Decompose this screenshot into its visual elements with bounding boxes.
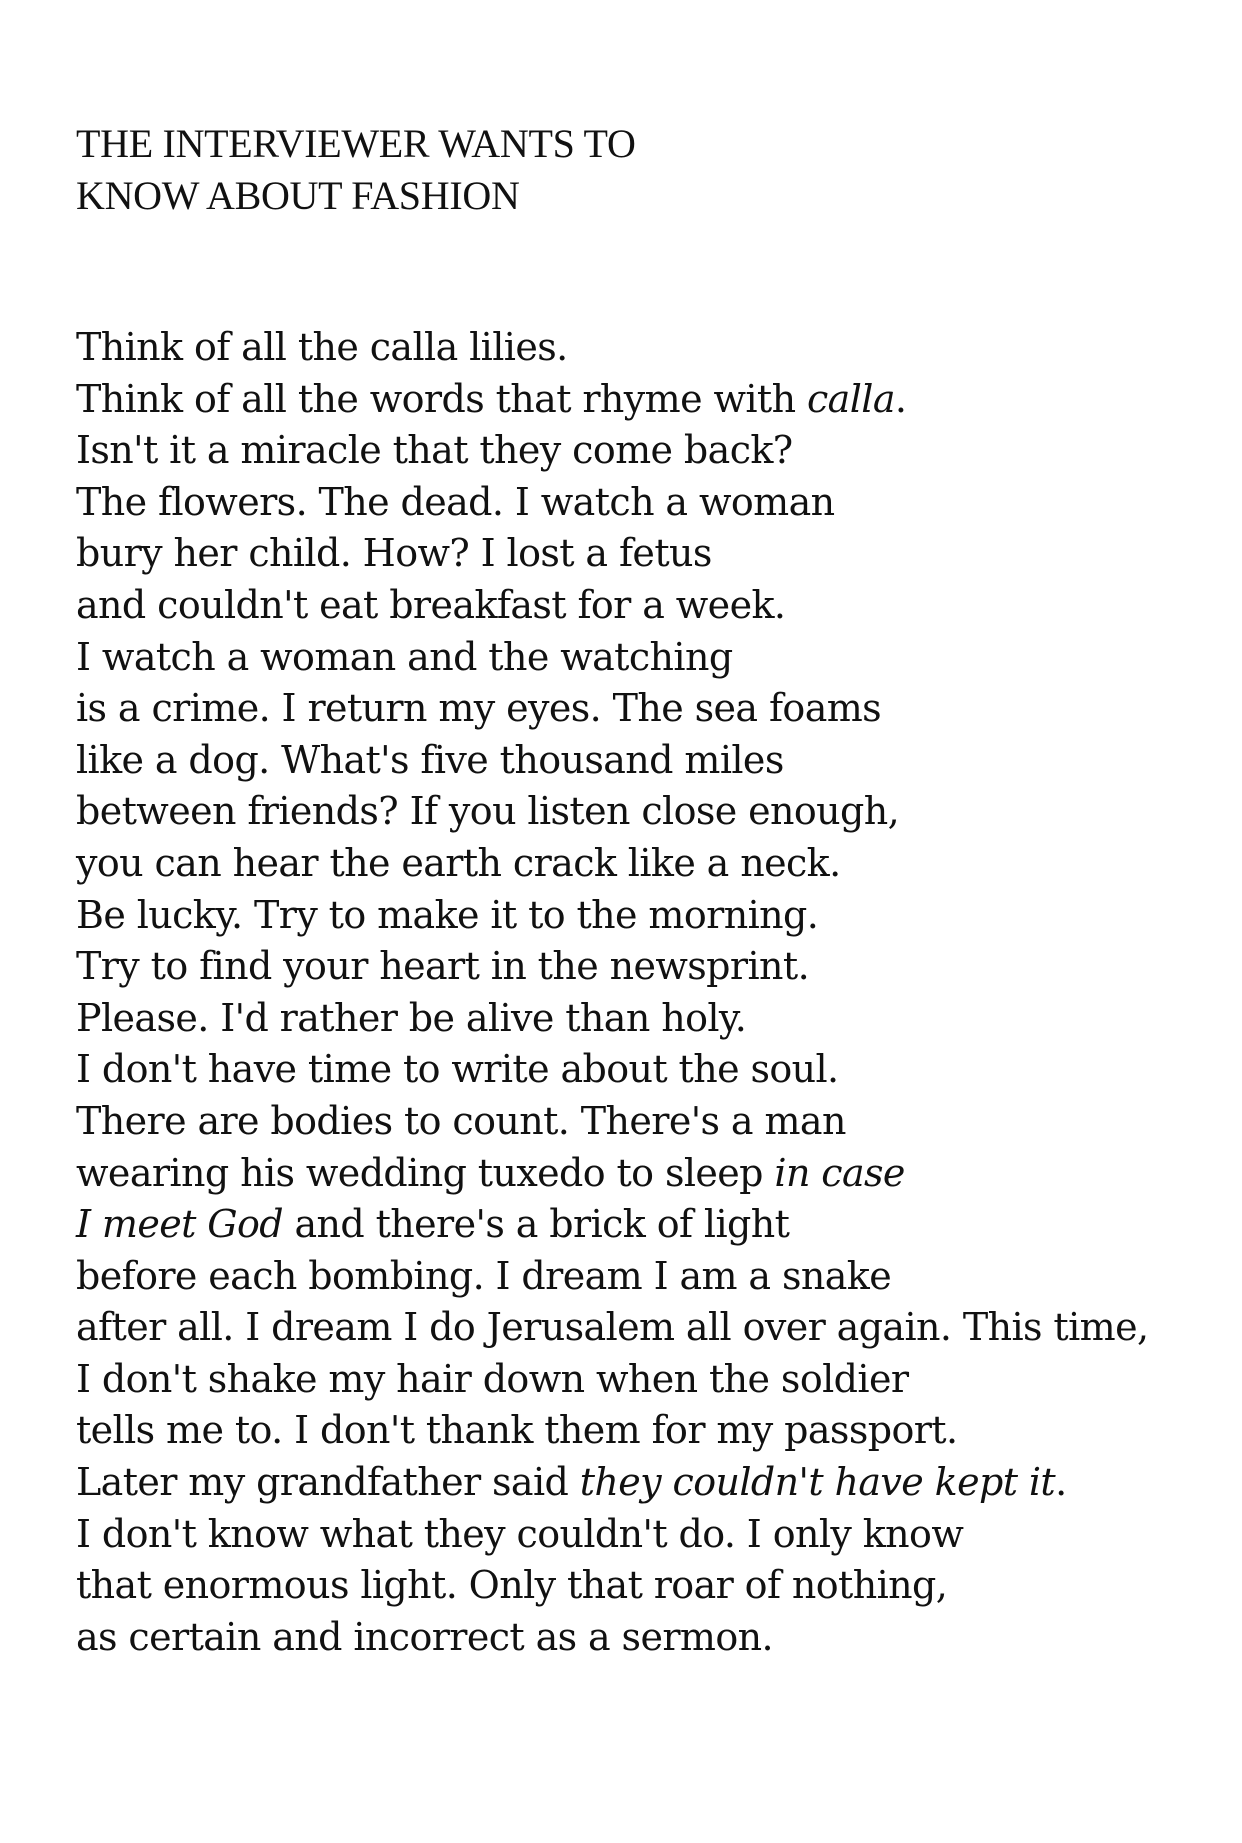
- poem-line: I don't know what they couldn't do. I only know: [76, 1511, 964, 1556]
- poem-line: Think of all the calla lilies.: [76, 325, 568, 369]
- poem-line-text: and there's a brick of light: [283, 1202, 790, 1247]
- poem-line-text: Later my grandfather said: [76, 1460, 580, 1505]
- poem-line: [76, 1148, 1148, 1200]
- poem-line-italic: they couldn't have kept it: [579, 1460, 1056, 1505]
- poem-line: tells me to. I don't thank them for my passport.: [76, 1408, 958, 1453]
- poem-line: Be lucky. Try to make it to the morning.: [76, 892, 819, 937]
- poem-line-text: wearing his wedding tuxedo to sleep: [76, 1150, 775, 1195]
- poem-line: [76, 1199, 1148, 1251]
- poem-line: bury her child. How? I lost a fetus: [76, 531, 712, 576]
- poem-line: like a dog. What's five thousand miles: [76, 737, 784, 782]
- poem-line: Try to find your heart in the newsprint.: [76, 944, 810, 989]
- poem-line: [76, 1457, 1148, 1509]
- poem-line: as certain and incorrect as a sermon.: [76, 1614, 773, 1659]
- poem-line-text: Think of all the words that rhyme with: [76, 376, 807, 421]
- poem-line-text: .: [894, 376, 907, 421]
- poem-line: you can hear the earth crack like a neck.: [76, 840, 841, 885]
- poem-line: I don't have time to write about the soul.: [76, 1047, 839, 1092]
- poem-line: is a crime. I return my eyes. The sea foams: [76, 686, 882, 731]
- title-line-2: KNOW ABOUT FASHION: [76, 173, 520, 218]
- poem-body: [76, 322, 1148, 1663]
- poem-line: that enormous light. Only that roar of nothing,: [76, 1563, 948, 1608]
- poem-line-italic: in case: [774, 1150, 905, 1195]
- poem-line: I don't shake my hair down when the soldier: [76, 1356, 909, 1401]
- poem-line: [76, 374, 1148, 426]
- poem-line: The flowers. The dead. I watch a woman: [76, 479, 835, 524]
- poem-line: There are bodies to count. There's a man: [76, 1098, 846, 1143]
- poem-line: Isn't it a miracle that they come back?: [76, 428, 793, 473]
- poem-line: before each bombing. I dream I am a snake: [76, 1253, 892, 1298]
- poem-line: Please. I'd rather be alive than holy.: [76, 995, 747, 1040]
- poem-line-italic: I meet God: [76, 1202, 284, 1247]
- poem-line: between friends? If you listen close enough,: [76, 789, 900, 834]
- poem-line: I watch a woman and the watching: [76, 634, 733, 679]
- poem-line-italic: calla: [806, 376, 895, 421]
- poem-line-text: .: [1055, 1460, 1067, 1505]
- poem-line: after all. I dream I do Jerusalem all over again. This time,: [76, 1305, 1149, 1350]
- poem-line: and couldn't eat breakfast for a week.: [76, 582, 786, 627]
- poem-title: [76, 118, 636, 222]
- title-line-1: THE INTERVIEWER WANTS TO: [76, 121, 636, 166]
